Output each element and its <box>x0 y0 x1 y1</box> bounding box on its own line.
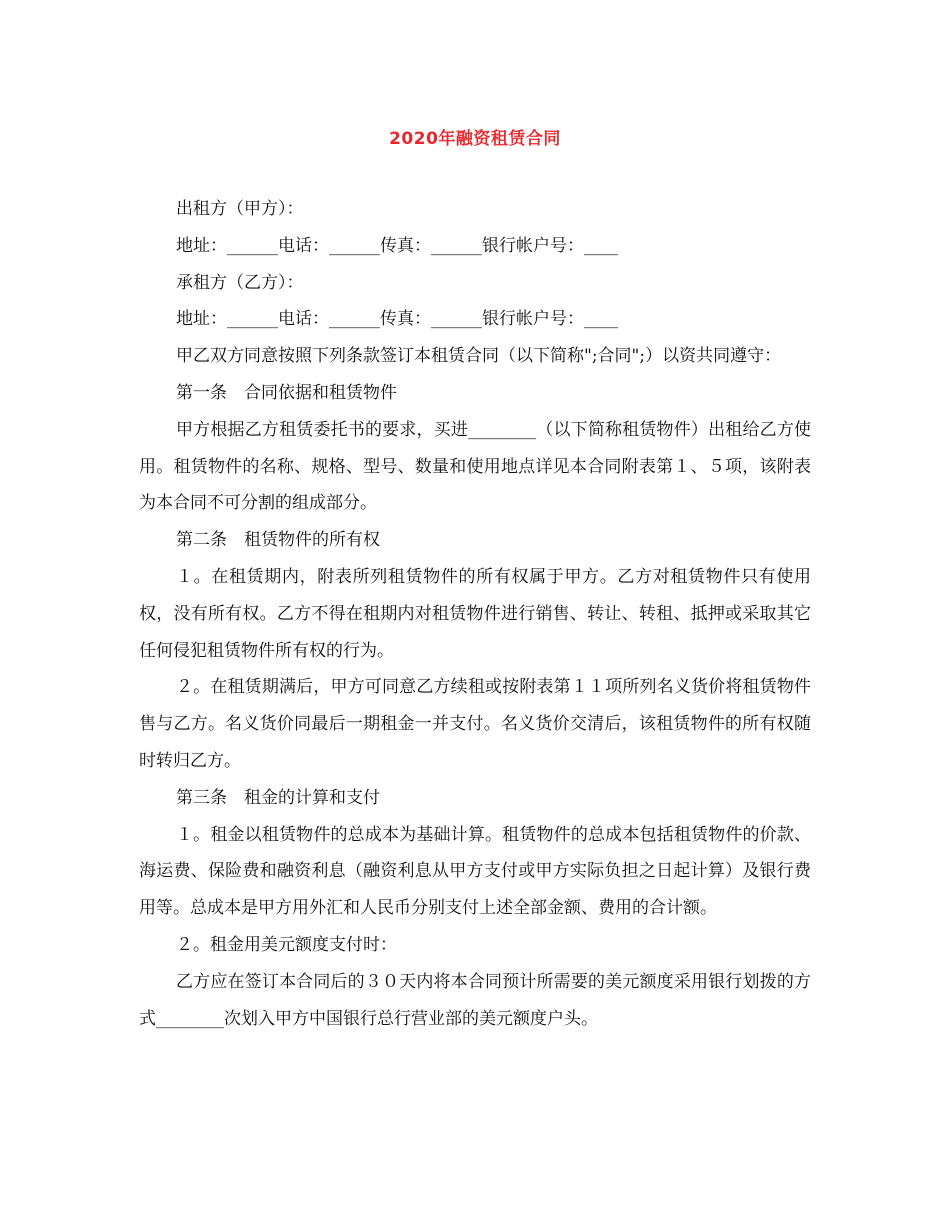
document-body <box>139 191 811 1037</box>
article-2-clause-1: １。在租赁期内，附表所列租赁物件的所有权属于甲方。乙方对租赁物件只有使用权，没有所有权。乙方不得在租期内对租赁物件进行销售、转让、转租、抵押或采取其它任何侵犯租赁物件所有权的行为。 <box>139 566 811 661</box>
lessee-heading: 承租方（乙方）： <box>176 272 304 293</box>
article-3-clause-1: １。租金以租赁物件的总成本为基础计算。租赁物件的总成本包括租赁物件的价款、海运费、保险费和融资利息（融资利息从甲方支付或甲方实际负担之日起计算）及银行费用等。总成本是甲方用外汇和人民币分别支付上述全部金额、费用的合计额。 <box>139 824 811 919</box>
article-3-clause-2: ２。租金用美元额度支付时： <box>176 934 397 955</box>
article-1-text: 甲方根据乙方租赁委托书的要求，买进________（以下简称租赁物件）出租给乙方使用。租赁物件的名称、规格、型号、数量和使用地点详见本合同附表第１、５项，该附表为本合同不可分割的组成部分。 <box>139 419 811 514</box>
lessor-heading: 出租方（甲方）： <box>176 199 304 219</box>
article-2-heading: 第二条 租赁物件的所有权 <box>176 530 380 551</box>
article-3-clause-2-text: 乙方应在签订本合同后的３０天内将本合同预计所需要的美元额度采用银行划拨的方式________次划入甲方中国银行总行营业部的美元额度户头。 <box>139 971 811 1029</box>
agreement-preamble: 甲乙双方同意按照下列条款签订本租赁合同（以下简称";合同";）以资共同遵守： <box>176 346 782 367</box>
lessor-contact-line: 地址：______电话：______传真：______银行帐户号：____ <box>176 235 618 256</box>
lessee-contact-line: 地址：______电话：______传真：______银行帐户号：____ <box>176 309 618 330</box>
article-3-heading: 第三条 租金的计算和支付 <box>176 787 380 808</box>
document-title: 2020年融资租赁合同 <box>389 129 561 149</box>
article-1-heading: 第一条 合同依据和租赁物件 <box>176 382 397 403</box>
article-2-clause-2: ２。在租赁期满后，甲方可同意乙方续租或按附表第１１项所列名义货价将租赁物件售与乙方。名义货价同最后一期租金一并支付。名义货价交清后，该租赁物件的所有权随时转归乙方。 <box>139 677 811 771</box>
